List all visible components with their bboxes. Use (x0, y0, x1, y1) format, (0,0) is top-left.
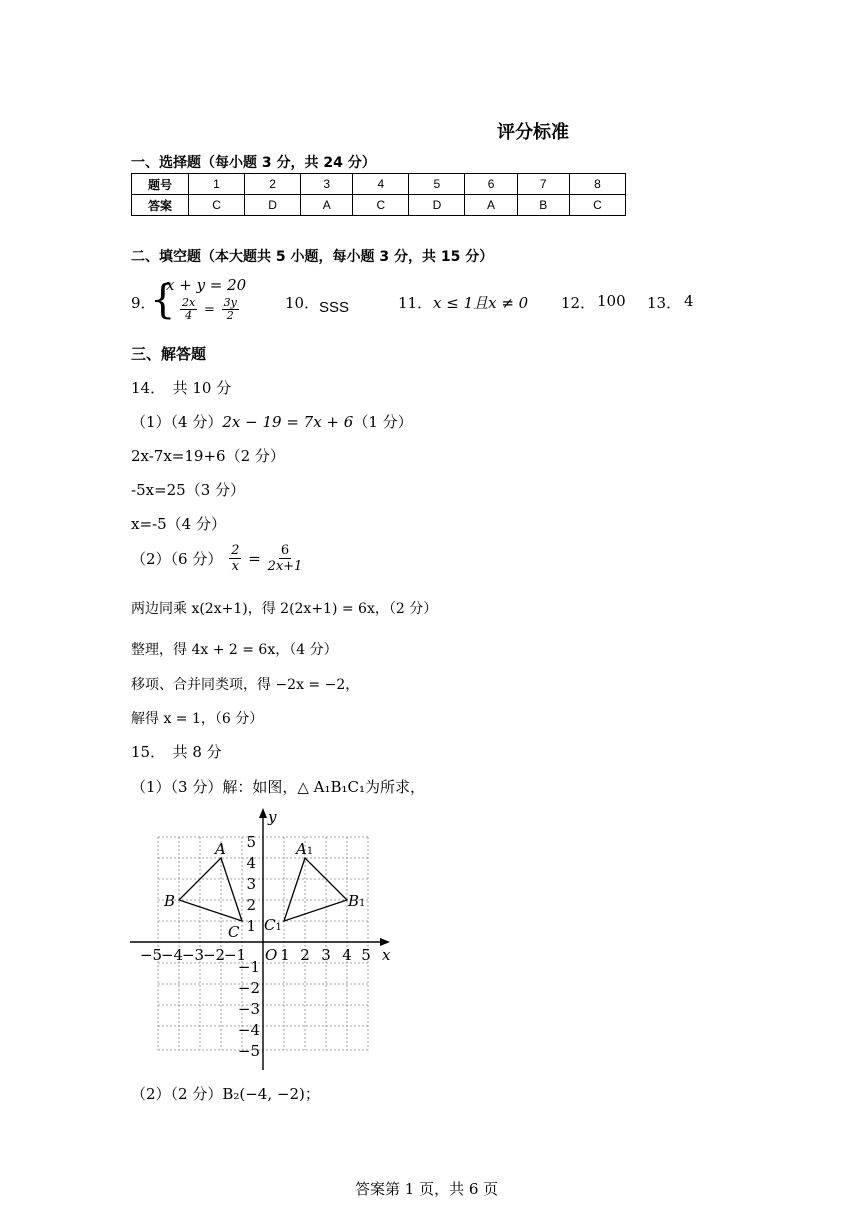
table-cell: 2 (245, 174, 301, 195)
y-tick-label: −3 (237, 1000, 260, 1018)
point-labels (163, 840, 365, 941)
brace: { (150, 277, 176, 323)
page-title: 评分标准 (497, 122, 569, 143)
y-tick-label: 4 (246, 854, 256, 872)
x-tick-label: 3 (321, 946, 331, 964)
equals-sign: = (203, 302, 215, 318)
table-cell: C (353, 195, 409, 216)
y-tick-label: −2 (237, 979, 260, 997)
q11-label: 11． (398, 294, 433, 312)
q14-line2: 2x-7x=19+6（2 分） (131, 447, 285, 465)
fraction-numerator: 2x (182, 296, 196, 309)
q14-step2: 整理，得 4x + 2 = 6x，（4 分） (131, 642, 338, 658)
q12-label: 12． (561, 294, 596, 312)
q10-label: 10． (285, 294, 320, 312)
y-tick-label: −4 (237, 1021, 260, 1039)
triangle-abc (179, 858, 242, 921)
table-cell: B (517, 195, 569, 216)
x-tick-label: 4 (342, 946, 352, 964)
fraction-numerator: 6 (280, 543, 290, 558)
table-cell: C (189, 195, 245, 216)
point-label-b: B (164, 892, 176, 910)
x-tick-label: 1 (280, 946, 290, 964)
y-tick-label: −1 (237, 958, 260, 976)
x-tick-label: 2 (300, 946, 310, 964)
q14-part2-prefix: （2）（6 分） (131, 550, 223, 568)
table-cell: 7 (517, 174, 569, 195)
point-label-c: C (228, 923, 240, 941)
page-footer: 答案第 1 页，共 6 页 (355, 1180, 499, 1198)
axes (130, 808, 390, 1070)
fraction-denominator: 2x+1 (267, 559, 303, 574)
q14-part1-suffix: （1 分） (353, 413, 413, 431)
q14-step4: 解得 x = 1，（6 分） (131, 711, 264, 727)
point-label-a1: A1 (296, 840, 314, 858)
q10-answer: SSS (319, 299, 350, 316)
point-label-b1: B1 (348, 892, 366, 910)
table-cell: 8 (569, 174, 625, 195)
y-tick-label: 5 (246, 833, 256, 851)
table-cell: A (465, 195, 517, 216)
x-tick-label: −2 (202, 946, 226, 964)
triangle-a1b1c1 (284, 858, 347, 921)
q14-title: 14． 共 10 分 (131, 379, 232, 397)
y-tick-label: 1 (246, 917, 256, 935)
section3-heading: 三、解答题 (131, 345, 207, 363)
q13-label: 13． (647, 294, 682, 312)
fraction-numerator: 2 (231, 543, 240, 558)
q9-equation1: x + y = 20 (166, 276, 247, 294)
q15-part1: （1）（3 分）解：如图，△ A₁B₁C₁为所求， (131, 778, 426, 796)
table-cell: C (569, 195, 625, 216)
table-cell: 6 (465, 174, 517, 195)
x-tick-label: −1 (223, 946, 247, 964)
point-label-c1: C1 (264, 916, 282, 934)
x-axis-label: x (382, 946, 391, 964)
q12-answer: 100 (597, 292, 626, 310)
row-label: 答案 (132, 195, 189, 216)
table-cell: A (301, 195, 353, 216)
table-cell: 5 (409, 174, 465, 195)
point-label-a: A (215, 840, 226, 858)
q15-part2: （2）（2 分）B₂(−4, −2)； (131, 1085, 320, 1103)
q14-step1: 两边同乘 x(2x+1)，得 2(2x+1) = 6x，（2 分） (131, 601, 438, 617)
x-tick-label: −5 (139, 946, 163, 964)
table-cell: D (245, 195, 301, 216)
q13-answer: 4 (684, 292, 694, 310)
fraction-denominator: 4 (185, 309, 193, 322)
x-tick-label: −4 (160, 946, 184, 964)
q14-part1-prefix: （1）（4 分） (131, 413, 223, 431)
y-tick-label: 2 (246, 896, 256, 914)
q14-step3: 移项、合并同类项，得 −2x = −2， (131, 677, 360, 693)
origin-label: O (265, 946, 278, 964)
x-tick-label: 5 (361, 946, 371, 964)
table-cell: 3 (301, 174, 353, 195)
y-tick-label: −5 (237, 1042, 260, 1060)
y-axis-label: y (268, 808, 277, 826)
x-tick-label: −3 (181, 946, 205, 964)
fraction-denominator: x (231, 559, 239, 574)
q14-line4: x=-5（4 分） (131, 515, 226, 533)
q9-label: 9． (131, 294, 156, 312)
row-label: 题号 (132, 174, 189, 195)
section1-heading: 一、选择题（每小题 3 分，共 24 分） (131, 155, 376, 171)
fraction-denominator: 2 (226, 309, 234, 322)
table-cell: D (409, 195, 465, 216)
q15-title: 15． 共 8 分 (131, 743, 222, 761)
q14-part1-equation: 2x − 19 = 7x + 6 (222, 413, 354, 431)
q14-line3: -5x=25（3 分） (131, 481, 246, 499)
q11-answer: x ≤ 1且x ≠ 0 (433, 294, 529, 312)
y-tick-label: 3 (246, 875, 256, 893)
equals-sign: = (248, 549, 261, 568)
section2-heading: 二、填空题（本大题共 5 小题，每小题 3 分，共 15 分） (131, 249, 494, 265)
fraction-numerator: 3y (223, 296, 237, 309)
table-cell: 4 (353, 174, 409, 195)
table-cell: 1 (189, 174, 245, 195)
